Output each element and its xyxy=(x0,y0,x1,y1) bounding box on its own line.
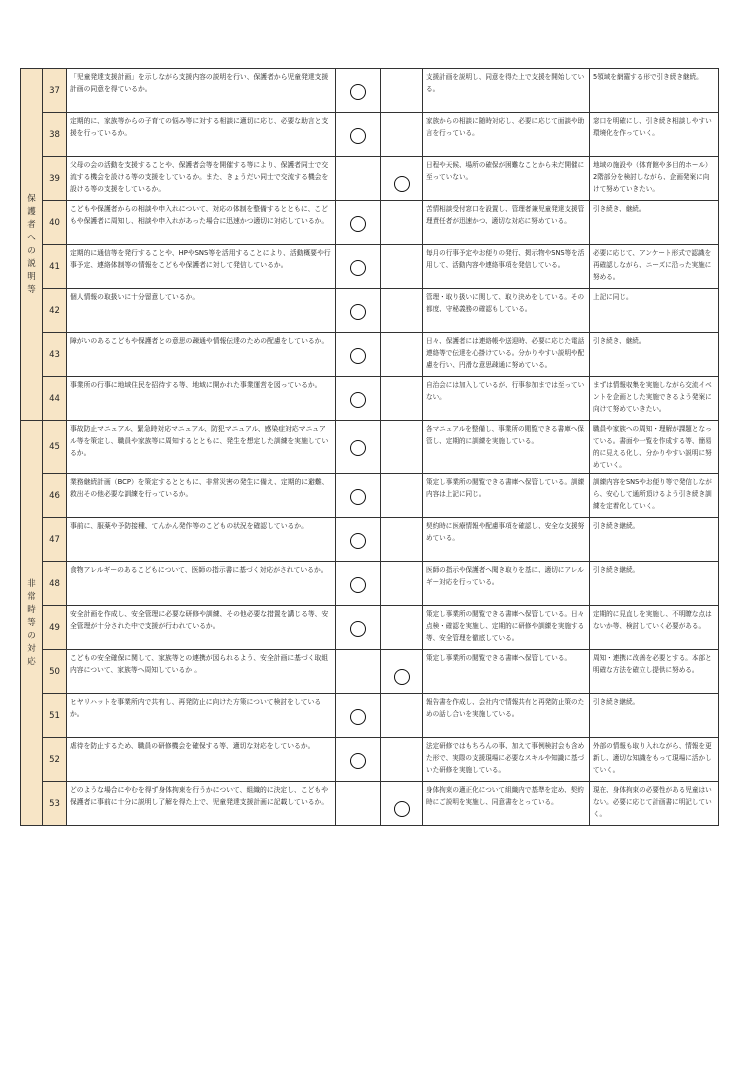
status-comment-cell: 各マニュアルを整備し、事業所の閲覧できる書庫へ保管し、定期的に訓練を実施している。 xyxy=(423,421,590,474)
row-number: 40 xyxy=(43,201,67,245)
status-comment-cell: 自治会には加入しているが、行事参加までは至っていない。 xyxy=(423,377,590,421)
question-cell: こどもや保護者からの相談や申入れについて、対応の体制を整備するとともに、こどもや保護者に周知し、相談や申入れがあった場合に迅速かつ適切に対応しているか。 xyxy=(67,201,336,245)
improvement-plan-cell: 定期的に見直しを実施し、不明瞭な点はないか等、検討していく必要がある。 xyxy=(590,606,719,650)
table-row xyxy=(21,201,719,245)
table-row xyxy=(21,518,719,562)
row-number: 44 xyxy=(43,377,67,421)
row-number: 45 xyxy=(43,421,67,474)
category-label xyxy=(21,421,43,826)
circle-mark-icon xyxy=(350,392,366,408)
mark-yes-cell xyxy=(336,245,381,289)
mark-yes-cell xyxy=(336,650,381,694)
improvement-plan-cell: まずは情報収集を実施しながら交流イベントを企画とした実施できるよう発案に向けて努めていきたい。 xyxy=(590,377,719,421)
table-row xyxy=(21,157,719,201)
circle-mark-icon xyxy=(350,128,366,144)
status-comment-cell: 医師の指示や保護者へ聞き取りを基に、適切にアレルギー対応を行っている。 xyxy=(423,562,590,606)
mark-no-cell xyxy=(381,421,423,474)
improvement-plan-cell: 周知・連携に改善を必要とする。本部と明確な方法を確立し提供に努める。 xyxy=(590,650,719,694)
mark-yes-cell xyxy=(336,157,381,201)
table-row xyxy=(21,289,719,333)
question-cell: 虐待を防止するため、職員の研修機会を確保する等、適切な対応をしているか。 xyxy=(67,738,336,782)
improvement-plan-cell: 引き続き、継続。 xyxy=(590,201,719,245)
status-comment-cell: 策定し事業所の閲覧できる書庫へ保管している。日々点検・確認を実施し、定期的に研修や訓練を実施する等、安全管理を徹底している。 xyxy=(423,606,590,650)
table-row xyxy=(21,562,719,606)
circle-mark-icon xyxy=(350,709,366,725)
status-comment-cell: 策定し事業所の閲覧できる書庫へ保管している。訓練内容は上記に同じ。 xyxy=(423,474,590,518)
question-cell: 定期的に通信等を発行することや、HPやSNS等を活用することにより、活動概要や行事予定、連絡体制等の情報をこどもや保護者に対して発信しているか。 xyxy=(67,245,336,289)
circle-mark-icon xyxy=(350,260,366,276)
status-comment-cell: 管理・取り扱いに関して、取り決めをしている。その都度、守秘義務の確認もしている。 xyxy=(423,289,590,333)
evaluation-table xyxy=(20,68,719,826)
question-cell: 障がいのあるこどもや保護者との意思の疎通や情報伝達のための配慮をしているか。 xyxy=(67,333,336,377)
mark-no-cell xyxy=(381,289,423,333)
improvement-plan-cell: 5領域を網羅する形で引き続き継続。 xyxy=(590,69,719,113)
question-cell: どのような場合にやむを得ず身体拘束を行うかについて、組織的に決定し、こどもや保護者に事前に十分に説明し了解を得た上で、児童発達支援計画に記載しているか。 xyxy=(67,782,336,826)
status-comment-cell: 苦情相談受付窓口を設置し、管理者兼児童発達支援管理責任者が迅速かつ、適切な対応に努めている。 xyxy=(423,201,590,245)
row-number: 47 xyxy=(43,518,67,562)
status-comment-cell: 家族からの相談に随時対応し、必要に応じて面談や助言を行っている。 xyxy=(423,113,590,157)
mark-no-cell xyxy=(381,606,423,650)
mark-yes-cell xyxy=(336,562,381,606)
status-comment-cell: 毎月の行事予定やお便りの発行、掲示物やSNS等を活用して、活動内容や連絡事項を発信している。 xyxy=(423,245,590,289)
circle-mark-icon xyxy=(350,753,366,769)
circle-mark-icon xyxy=(394,669,410,685)
mark-no-cell xyxy=(381,333,423,377)
mark-yes-cell xyxy=(336,69,381,113)
mark-yes-cell xyxy=(336,333,381,377)
mark-yes-cell xyxy=(336,694,381,738)
table-row xyxy=(21,69,719,113)
table-row xyxy=(21,421,719,474)
question-cell: 業務継続計画（BCP）を策定するとともに、非常災害の発生に備え、定期的に避難、救出その他必要な訓練を行っているか。 xyxy=(67,474,336,518)
mark-yes-cell xyxy=(336,606,381,650)
row-number: 48 xyxy=(43,562,67,606)
mark-no-cell xyxy=(381,157,423,201)
question-cell: ヒヤリハットを事業所内で共有し、再発防止に向けた方策について検討をしているか。 xyxy=(67,694,336,738)
circle-mark-icon xyxy=(350,304,366,320)
circle-mark-icon xyxy=(350,489,366,505)
table-row xyxy=(21,650,719,694)
table-row xyxy=(21,782,719,826)
table-row xyxy=(21,606,719,650)
mark-yes-cell xyxy=(336,518,381,562)
circle-mark-icon xyxy=(350,621,366,637)
mark-yes-cell xyxy=(336,377,381,421)
improvement-plan-cell: 現在、身体拘束の必要性がある児童はいない。必要に応じて計画書に明記していく。 xyxy=(590,782,719,826)
circle-mark-icon xyxy=(350,216,366,232)
circle-mark-icon xyxy=(350,440,366,456)
status-comment-cell: 日程や天候、場所の確保が困難なことから未だ開催に至っていない。 xyxy=(423,157,590,201)
category-text: 保護者への説明等 xyxy=(27,193,36,295)
mark-yes-cell xyxy=(336,782,381,826)
question-cell: こどもの安全確保に関して、家族等との連携が図られるよう、安全計画に基づく取組内容について、家族等へ周知しているか 。 xyxy=(67,650,336,694)
mark-no-cell xyxy=(381,474,423,518)
row-number: 50 xyxy=(43,650,67,694)
question-cell: 事前に、服薬や予防接種、てんかん発作等のこどもの状況を確認しているか。 xyxy=(67,518,336,562)
question-cell: 父母の会の活動を支援することや、保護者会等を開催する等により、保護者同士で交流する機会を設ける等の支援をしているか。また、きょうだい同士で交流する機会を設ける等の支援をしているか。 xyxy=(67,157,336,201)
improvement-plan-cell: 引き続き継続。 xyxy=(590,518,719,562)
question-cell: 「児童発達支援計画」を示しながら支援内容の説明を行い、保護者から児童発達支援計画の同意を得ているか。 xyxy=(67,69,336,113)
row-number: 51 xyxy=(43,694,67,738)
mark-no-cell xyxy=(381,782,423,826)
status-comment-cell: 日々、保護者には連絡帳や送迎時、必要に応じた電話連絡等で伝達を心掛けている。分かりやすい説明や配慮を行い、円滑な意思疎通に努めている。 xyxy=(423,333,590,377)
row-number: 53 xyxy=(43,782,67,826)
question-cell: 定期的に、家族等からの子育ての悩み等に対する相談に適切に応じ、必要な助言と支援を行っているか。 xyxy=(67,113,336,157)
mark-no-cell xyxy=(381,69,423,113)
table-row xyxy=(21,333,719,377)
mark-no-cell xyxy=(381,201,423,245)
mark-no-cell xyxy=(381,694,423,738)
status-comment-cell: 身体拘束の適正化について組織内で基準を定め、契約時にご説明を実施し、同意書をとっている。 xyxy=(423,782,590,826)
row-number: 52 xyxy=(43,738,67,782)
improvement-plan-cell: 職員や家族への周知・理解が課題となっている。書面や一覧を作成する等、簡易的に見える化し、分かりやすい説明に努めていく。 xyxy=(590,421,719,474)
question-cell: 個人情報の取扱いに十分留意しているか。 xyxy=(67,289,336,333)
row-number: 49 xyxy=(43,606,67,650)
mark-yes-cell xyxy=(336,738,381,782)
table-row xyxy=(21,113,719,157)
mark-no-cell xyxy=(381,113,423,157)
circle-mark-icon xyxy=(350,533,366,549)
improvement-plan-cell: 窓口を明確にし、引き続き相談しやすい環境化を作っていく。 xyxy=(590,113,719,157)
row-number: 41 xyxy=(43,245,67,289)
mark-no-cell xyxy=(381,738,423,782)
improvement-plan-cell: 引き続き継続。 xyxy=(590,562,719,606)
mark-no-cell xyxy=(381,377,423,421)
row-number: 46 xyxy=(43,474,67,518)
table-row xyxy=(21,694,719,738)
category-label xyxy=(21,69,43,421)
question-cell: 安全計画を作成し、安全管理に必要な研修や訓練、その他必要な措置を講じる等、安全管理が十分された中で支援が行われているか。 xyxy=(67,606,336,650)
row-number: 38 xyxy=(43,113,67,157)
circle-mark-icon xyxy=(394,176,410,192)
question-cell: 事業所の行事に地域住民を招待する等、地域に開かれた事業運営を図っているか。 xyxy=(67,377,336,421)
table-row xyxy=(21,245,719,289)
category-text: 非常時等の対応 xyxy=(27,578,36,667)
mark-yes-cell xyxy=(336,289,381,333)
improvement-plan-cell: 引き続き継続。 xyxy=(590,694,719,738)
table-row xyxy=(21,377,719,421)
improvement-plan-cell: 地域の施設や（体育館や多目的ホール）2階部分を検討しながら、企画発案に向けて努めていきたい。 xyxy=(590,157,719,201)
mark-yes-cell xyxy=(336,201,381,245)
question-cell: 事故防止マニュアル、緊急時対応マニュアル、防犯マニュアル、感染症対応マニュアル等を策定し、職員や家族等に周知するとともに、発生を想定した訓練を実施しているか。 xyxy=(67,421,336,474)
question-cell: 食物アレルギーのあるこどもについて、医師の指示書に基づく対応がされているか。 xyxy=(67,562,336,606)
improvement-plan-cell: 必要に応じて、アンケート形式で認識を再確認しながら、ニーズに沿った実施に努める。 xyxy=(590,245,719,289)
status-comment-cell: 契約時に医療情報や配慮事項を確認し、安全な支援努めている。 xyxy=(423,518,590,562)
mark-no-cell xyxy=(381,650,423,694)
row-number: 39 xyxy=(43,157,67,201)
circle-mark-icon xyxy=(350,577,366,593)
mark-yes-cell xyxy=(336,474,381,518)
circle-mark-icon xyxy=(350,84,366,100)
row-number: 43 xyxy=(43,333,67,377)
mark-no-cell xyxy=(381,518,423,562)
improvement-plan-cell: 訓練内容をSNSやお便り等で発信しながら、安心して通所頂けるよう引き続き訓練を定着化していく。 xyxy=(590,474,719,518)
improvement-plan-cell: 引き続き、継続。 xyxy=(590,333,719,377)
status-comment-cell: 法定研修ではもちろんの事、加えて事例検討会も含めた形で、実際の支援現場に必要なスキルや知識に基づいた研修を実施している。 xyxy=(423,738,590,782)
mark-yes-cell xyxy=(336,421,381,474)
status-comment-cell: 策定し事業所の閲覧できる書庫へ保管している。 xyxy=(423,650,590,694)
table-row xyxy=(21,474,719,518)
row-number: 37 xyxy=(43,69,67,113)
status-comment-cell: 報告書を作成し、会社内で情報共有と再発防止策のための話し合いを実施している。 xyxy=(423,694,590,738)
circle-mark-icon xyxy=(350,348,366,364)
row-number: 42 xyxy=(43,289,67,333)
table-row xyxy=(21,738,719,782)
status-comment-cell: 支援計画を説明し、同意を得た上で支援を開始している。 xyxy=(423,69,590,113)
improvement-plan-cell: 外部の情報も取り入れながら、情報を更新し、適切な知識をもって現場に活かしていく。 xyxy=(590,738,719,782)
mark-no-cell xyxy=(381,245,423,289)
mark-yes-cell xyxy=(336,113,381,157)
improvement-plan-cell: 上記に同じ。 xyxy=(590,289,719,333)
mark-no-cell xyxy=(381,562,423,606)
circle-mark-icon xyxy=(394,801,410,817)
